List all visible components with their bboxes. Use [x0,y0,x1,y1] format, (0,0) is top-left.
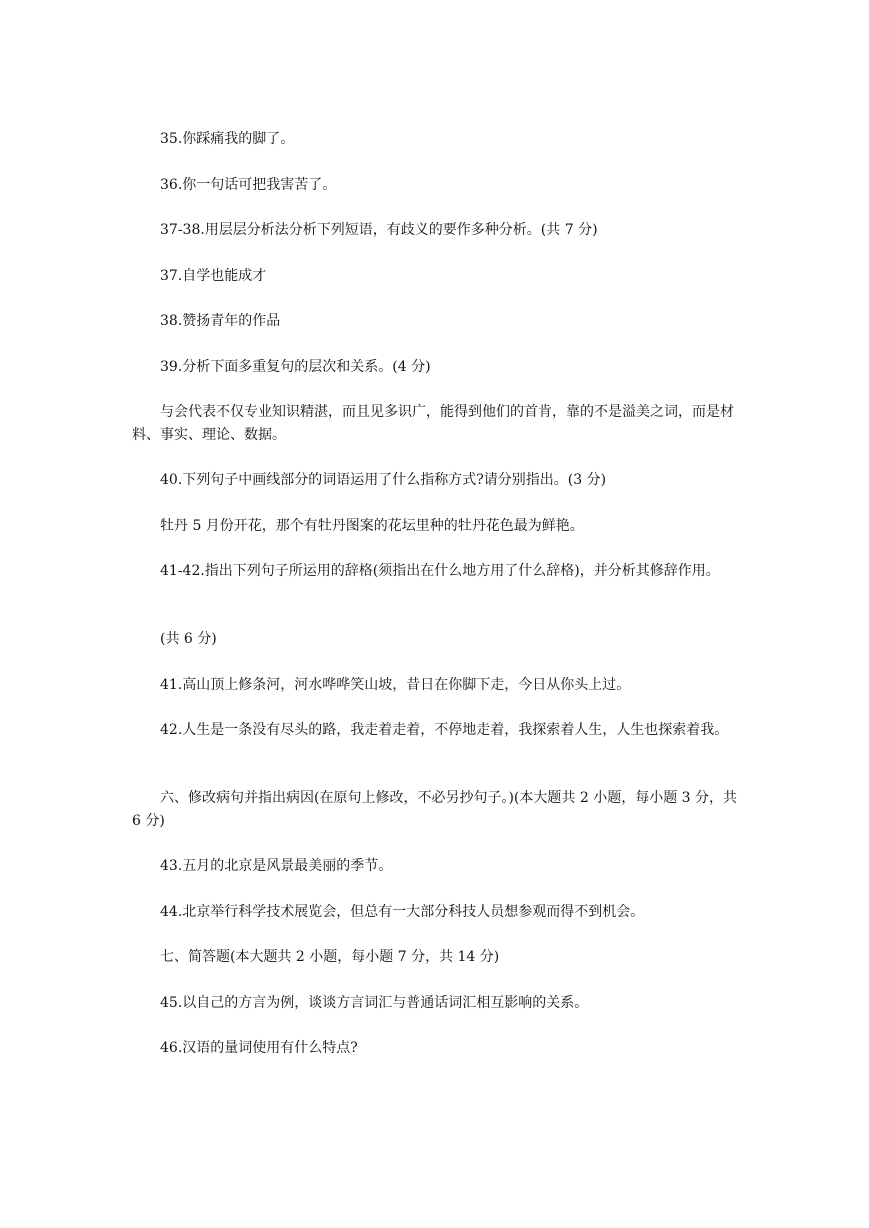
question-41: 41.高山顶上修条河，河水哗哗笑山坡，昔日在你脚下走，今日从你头上过。 [160,677,631,693]
question-42: 42.人生是一条没有尽头的路，我走着走着，不停地走着，我探索着人生，人生也探索着我。 [160,722,729,738]
question-43: 43.五月的北京是风景最美丽的季节。 [160,858,393,874]
question-45: 45.以自己的方言为例，谈谈方言词汇与普通话词汇相互影响的关系。 [160,995,589,1011]
section-seven-heading: 七、简答题(本大题共 2 小题，每小题 7 分，共 14 分) [160,949,500,965]
question-46: 46.汉语的量词使用有什么特点? [160,1040,358,1056]
question-39-sentence: 与会代表不仅专业知识精湛，而且见多识广，能得到他们的首肯，靠的不是溢美之词，而是材料、事实、理论、数据。 [132,404,734,443]
section-37-38-heading: 37-38.用层层分析法分析下列短语，有歧义的要作多种分析。(共 7 分) [160,222,598,238]
question-37: 37.自学也能成才 [160,268,267,284]
question-40: 40.下列句子中画线部分的词语运用了什么指称方式?请分别指出。(3 分) [160,472,607,488]
question-39: 39.分析下面多重复句的层次和关系。(4 分) [160,359,431,375]
question-38: 38.赞扬青年的作品 [160,313,281,329]
question-35: 35.你踩痛我的脚了。 [160,131,295,147]
question-36: 36.你一句话可把我害苦了。 [160,177,337,193]
section-41-42-heading: 41-42.指出下列句子所运用的辞格(须指出在什么地方用了什么辞格)，并分析其修辞作用。 [160,563,720,579]
question-40-sentence: 牡丹 5 月份开花，那个有牡丹图案的花坛里种的牡丹花色最为鲜艳。 [160,518,584,534]
section-41-42-points: (共 6 分) [160,631,217,647]
section-six-heading: 六、修改病句并指出病因(在原句上修改，不必另抄句子。)(本大题共 2 小题，每小题 3 分，共 6 分) [132,790,737,829]
question-44: 44.北京举行科学技术展览会，但总有一大部分科技人员想参观而得不到机会。 [160,904,645,920]
